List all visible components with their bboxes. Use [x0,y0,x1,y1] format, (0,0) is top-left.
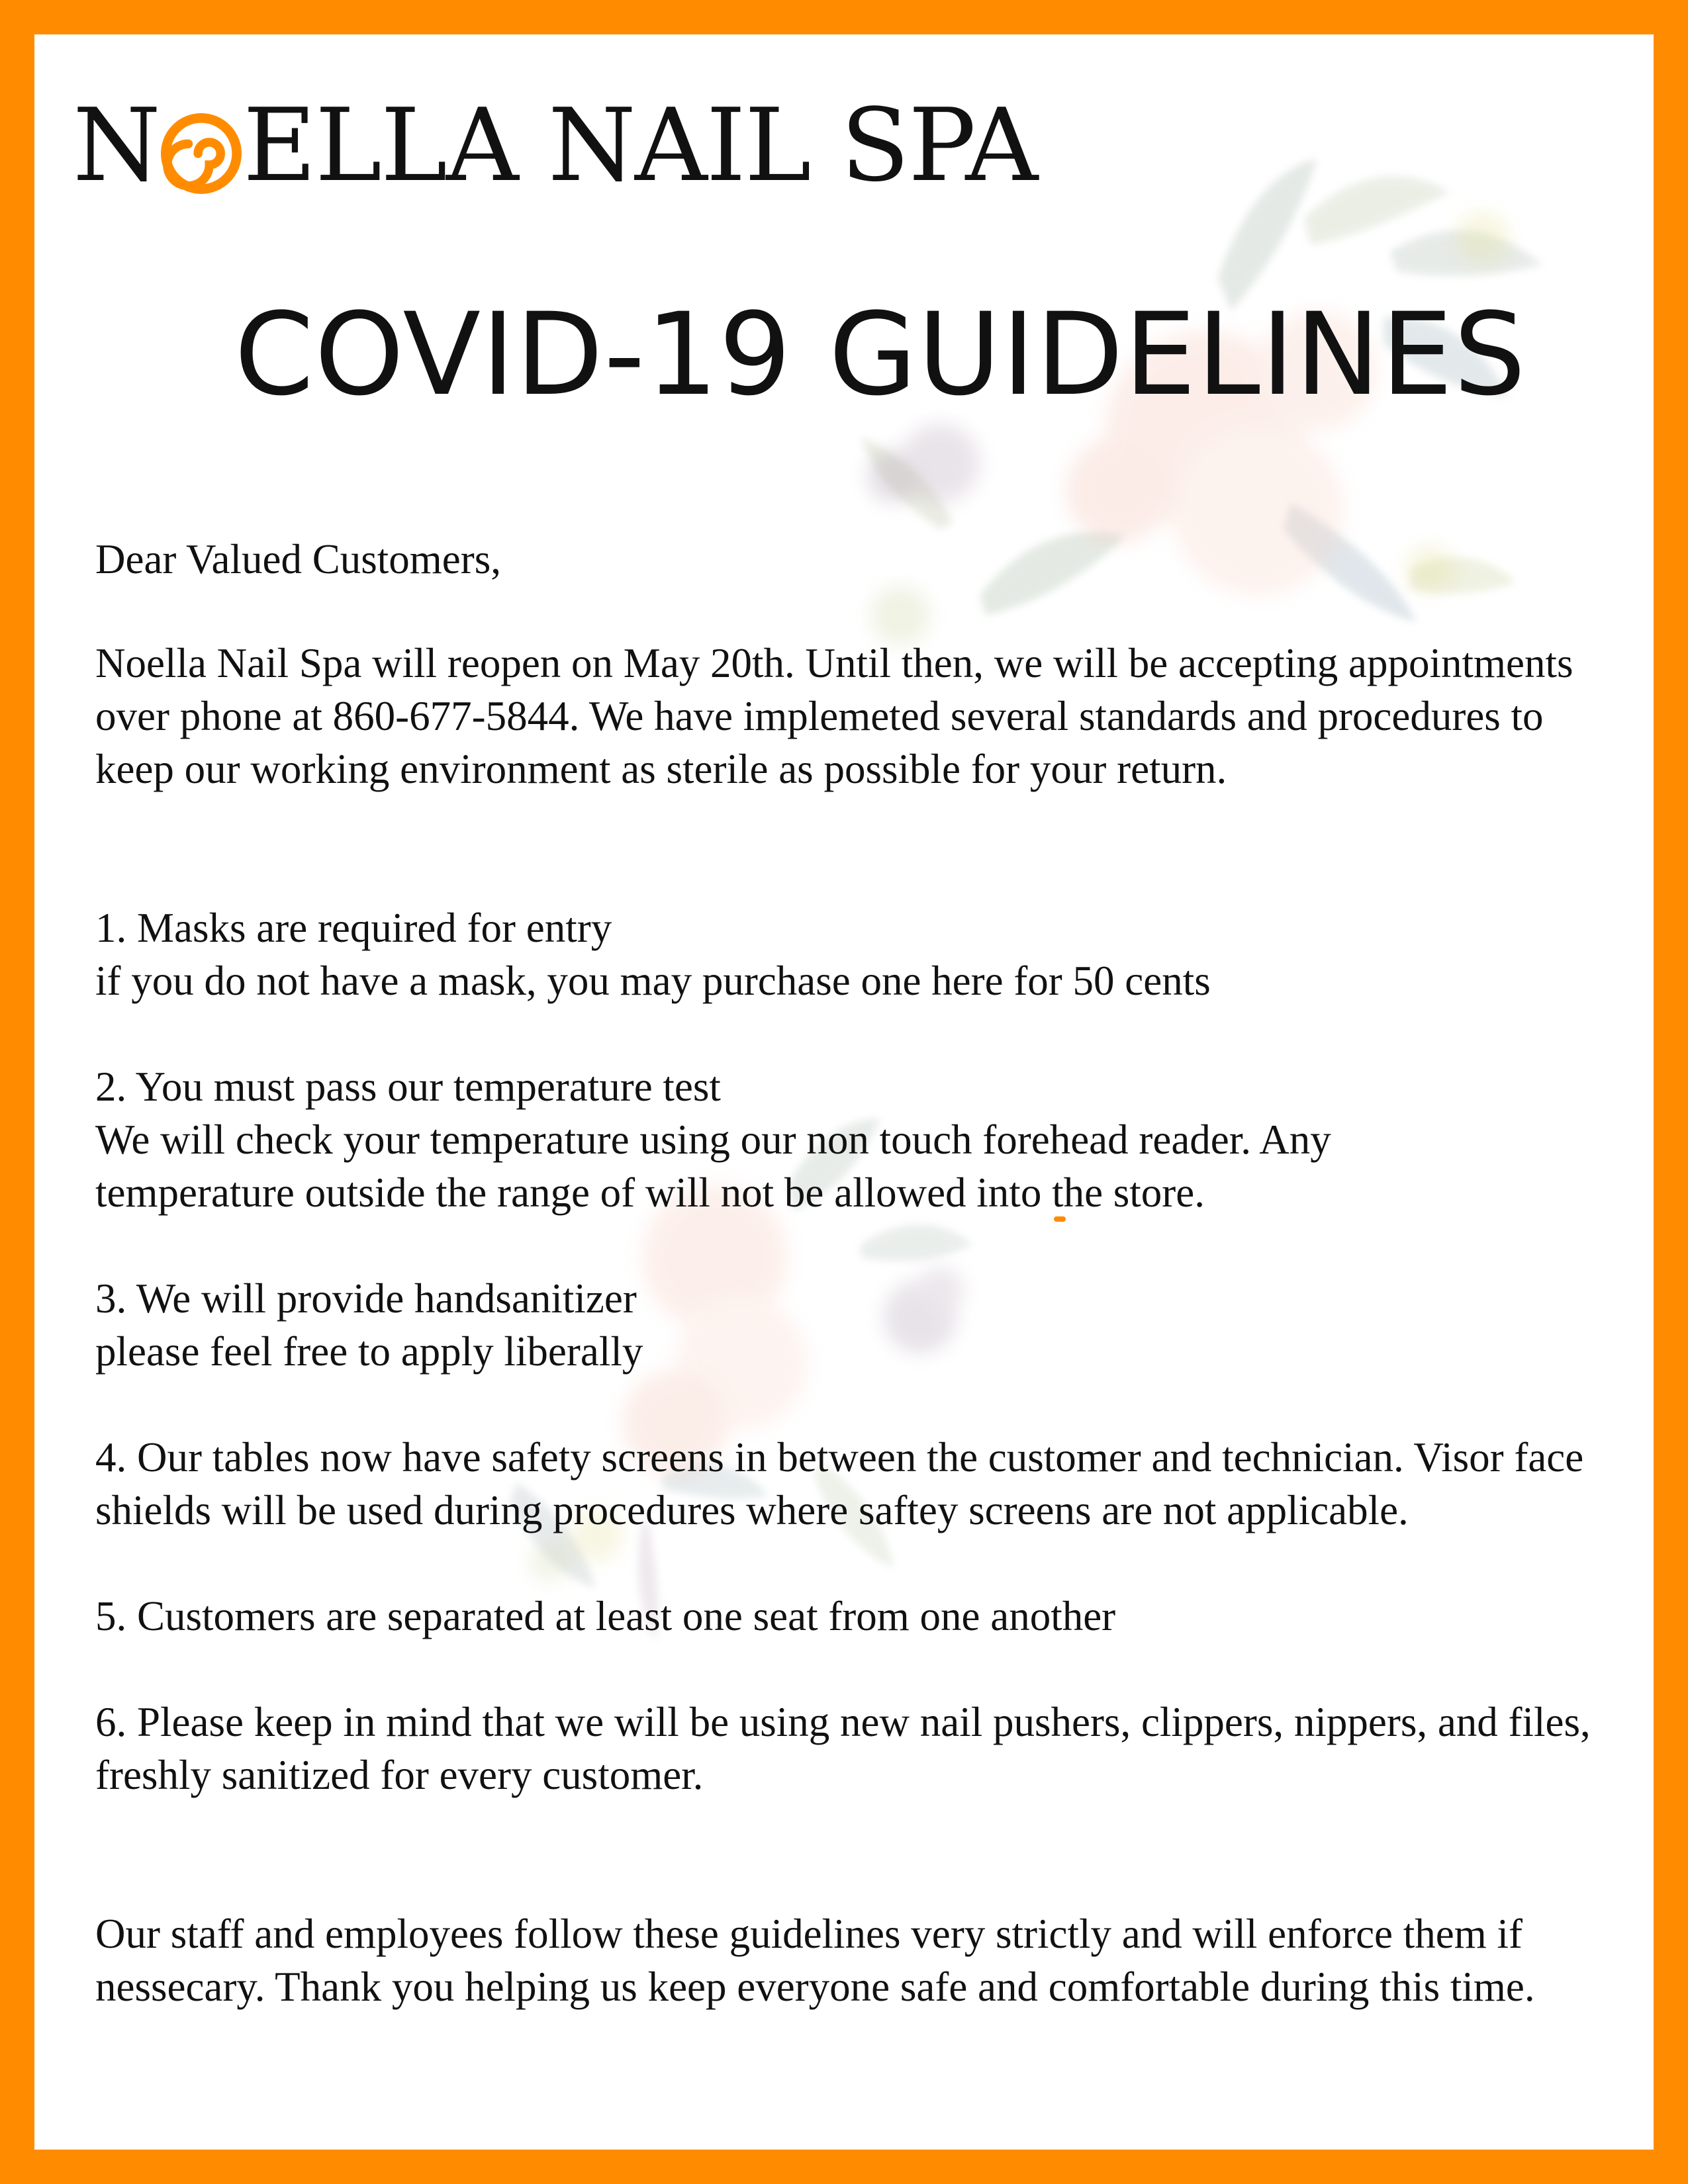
guideline-title: 2. You must pass our temperature test [95,1064,721,1110]
guideline-title: 6. Please keep in mind that we will be using new nail pushers, clippers, nippers, and files, freshly sanitized for every customer. [95,1699,1591,1798]
closing-paragraph: Our staff and employees follow these guidelines very strictly and will enforce them if nessecary. Thank you helping us keep everyone safe and comfortable during this time. [95,1911,1535,2010]
guideline-title: 4. Our tables now have safety screens in between the customer and technician. Visor face shields will be used during procedures where saftey screens are not applicable. [95,1434,1584,1533]
spa-logo [73,87,1037,204]
logo-text-start: N [73,87,160,204]
guideline-title: 1. Masks are required for entry [95,905,612,951]
page-title: COVID-19 GUIDELINES [234,288,1526,421]
guideline-item-2 [95,1060,1472,1219]
guideline-item-6 [95,1696,1631,1801]
guideline-item-5 [95,1590,1631,1643]
guideline-title: 3. We will provide handsanitizer [95,1275,637,1322]
swirl-o-icon [161,109,242,190]
guideline-detail: please feel free to apply liberally [95,1328,643,1375]
guideline-detail: if you do not have a mask, you may purchase one here for 50 cents [95,958,1211,1004]
orange-mark [1054,1216,1066,1222]
guideline-item-1 [95,901,1631,1007]
logo-text-end: ELLA NAIL SPA [243,87,1037,204]
guideline-item-3 [95,1272,1631,1378]
guideline-title: 5. Customers are separated at least one seat from one another [95,1593,1116,1639]
greeting: Dear Valued Customers, [95,536,501,582]
guideline-item-4 [95,1431,1631,1537]
guideline-detail: We will check your temperature using our non touch forehead reader. Any temperature outside the range of will not be allowed into the store. [95,1116,1331,1216]
intro-paragraph: Noella Nail Spa will reopen on May 20th. Until then, we will be accepting appointments over phone at 860-677-5844. We have implemeted several standards and procedures to keep our working environment as sterile as possible for your return. [95,640,1573,792]
